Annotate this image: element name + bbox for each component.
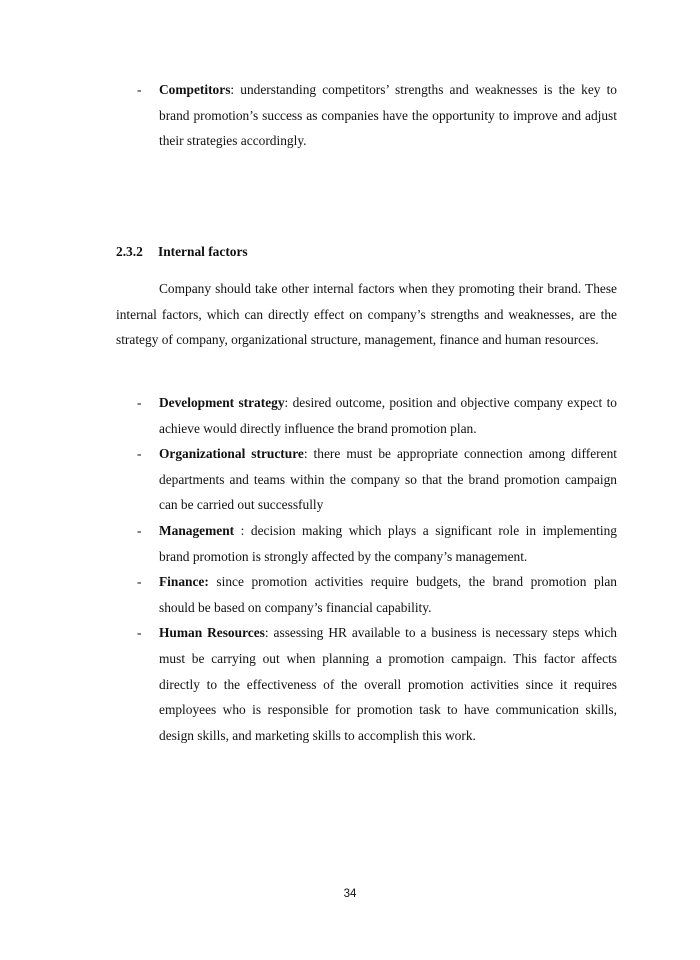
bullet-dash: - <box>137 625 142 641</box>
bullet-term: Finance: <box>159 574 209 590</box>
section-title: Internal factors <box>158 244 248 259</box>
bullet-dash: - <box>137 82 142 97</box>
bullet-text: : assessing HR available to a business is necessary steps which must be carrying out when planning a promotion campaign. This factor affects directly to the effectiveness of the overall promotion activities since it requires employees who is responsible for promotion task to have communication skills, design skills, and marketing skills to accomplish this work. <box>159 625 617 743</box>
bullet-dash: - <box>137 446 142 462</box>
bullet-term: Organizational structure <box>159 446 304 462</box>
bullet-text: : desired outcome, position and objective company expect to achieve would directly influence the brand promotion plan. <box>159 395 617 436</box>
top-bullet-list <box>0 77 700 154</box>
bullet-dash: - <box>137 395 142 410</box>
bullet-term: Development strategy <box>159 395 285 410</box>
intro-paragraph: Company should take other internal factors when they promoting their brand. These internal factors, which can directly effect on company’s strengths and weaknesses, are the strategy of company, organizational structure, management, finance and human resources. <box>116 281 617 348</box>
bullet-term: Management <box>159 522 235 538</box>
bullet-competitors <box>0 77 617 154</box>
bullet-term: Competitors <box>159 82 231 97</box>
bullet-organizational-structure <box>0 441 617 518</box>
bullet-dash: - <box>137 522 142 538</box>
section-number: 2.3.2 <box>116 244 143 259</box>
bullet-text: : understanding competitors’ strengths and weaknesses is the key to brand promotion’s success as companies have the opportunity to improve and adjust their strategies accordingly. <box>159 82 617 149</box>
page-number: 34 <box>343 888 357 900</box>
bullet-finance <box>0 569 617 620</box>
bullet-human-resources <box>0 620 617 748</box>
internal-factors-list <box>0 390 700 748</box>
bullet-term: Human Resources <box>159 625 265 641</box>
bullet-dash: - <box>137 574 142 590</box>
bullet-text: since promotion activities require budgets, the brand promotion plan should be based on company’s financial capability. <box>159 574 617 615</box>
section-heading <box>116 242 248 262</box>
bullet-text: : decision making which plays a significant role in implementing brand promotion is strongly affected by the company’s management. <box>159 522 617 564</box>
bullet-development-strategy <box>0 390 617 441</box>
bullet-text: : there must be appropriate connection among different departments and teams within the company so that the brand promotion campaign can be carried out successfully <box>159 446 617 513</box>
bullet-management <box>0 518 617 569</box>
